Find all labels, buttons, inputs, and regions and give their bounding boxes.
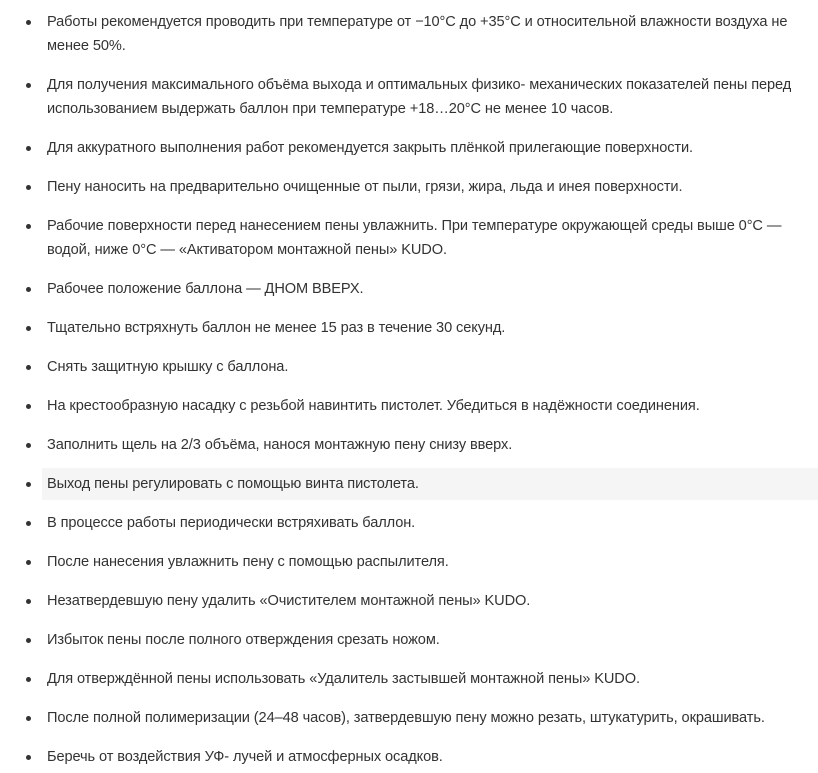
list-item-text: После нанесения увлажнить пену с помощью распылителя.: [47, 554, 449, 570]
bullet-icon: [26, 287, 31, 292]
list-item-text: Для получения максимального объёма выхода и оптимальных физико- механических показателей пены перед использованием выдержать баллон при температуре +18…20°C не менее 10 часов.: [47, 77, 792, 117]
list-item-text: Выход пены регулировать с помощью винта пистолета.: [47, 476, 419, 492]
list-item: [42, 390, 818, 422]
list-item-text: После полной полимеризации (24–48 часов), затвердевшую пену можно резать, штукатурить, окрашивать.: [47, 710, 765, 726]
bullet-icon: [26, 224, 31, 229]
list-item: [42, 624, 818, 656]
bullet-icon: [26, 20, 31, 25]
list-item-text: Снять защитную крышку с баллона.: [47, 359, 289, 375]
bullet-icon: [26, 404, 31, 409]
bullet-icon: [26, 638, 31, 643]
list-item: [42, 69, 818, 125]
list-item-text: Незатвердевшую пену удалить «Очистителем монтажной пены» KUDO.: [47, 593, 531, 609]
bullet-icon: [26, 521, 31, 526]
list-item: [42, 351, 818, 383]
bullet-icon: [26, 326, 31, 331]
list-item-text: Заполнить щель на 2/3 объёма, нанося монтажную пену снизу вверх.: [47, 437, 513, 453]
list-item-text: Рабочее положение баллона — ДНОМ ВВЕРХ.: [47, 281, 364, 297]
list-item-text: Избыток пены после полного отверждения срезать ножом.: [47, 632, 440, 648]
bullet-icon: [26, 443, 31, 448]
list-item-text: Пену наносить на предварительно очищенные от пыли, грязи, жира, льда и инея поверхности.: [47, 179, 683, 195]
list-item: [42, 273, 818, 305]
bullet-icon: [26, 482, 31, 487]
list-item-text: Для аккуратного выполнения работ рекомендуется закрыть плёнкой прилегающие поверхности.: [47, 140, 694, 156]
list-item-highlighted: [42, 468, 818, 500]
list-item: [42, 663, 818, 695]
list-item-text: Беречь от воздействия УФ- лучей и атмосферных осадков.: [47, 749, 443, 765]
list-item: [42, 210, 818, 266]
bullet-icon: [26, 677, 31, 682]
list-item-text: В процессе работы периодически встряхивать баллон.: [47, 515, 416, 531]
bullet-icon: [26, 599, 31, 604]
list-item: [42, 741, 818, 773]
bullet-icon: [26, 83, 31, 88]
bullet-icon: [26, 365, 31, 370]
bullet-icon: [26, 755, 31, 760]
list-item: [42, 312, 818, 344]
list-item: [42, 429, 818, 461]
list-item: [42, 507, 818, 539]
list-item-text: Тщательно встряхнуть баллон не менее 15 раз в течение 30 секунд.: [47, 320, 506, 336]
list-item: [42, 702, 818, 734]
list-item-text: Рабочие поверхности перед нанесением пены увлажнить. При температуре окружающей среды выше 0°C — водой, ниже 0°C — «Активатором монтажной пены» KUDO.: [47, 218, 782, 258]
list-item: [42, 132, 818, 164]
bullet-icon: [26, 146, 31, 151]
list-item-text: Работы рекомендуется проводить при температуре от −10°C до +35°C и относительной влажности воздуха не менее 50%.: [47, 14, 788, 54]
list-item: [42, 171, 818, 203]
bullet-icon: [26, 185, 31, 190]
list-item-text: Для отверждённой пены использовать «Удалитель застывшей монтажной пены» KUDO.: [47, 671, 640, 687]
list-item: [42, 6, 818, 62]
list-item: [42, 546, 818, 578]
list-item-text: На крестообразную насадку с резьбой навинтить пистолет. Убедиться в надёжности соединения.: [47, 398, 700, 414]
list-item: [42, 585, 818, 617]
bullet-icon: [26, 560, 31, 565]
bullet-icon: [26, 716, 31, 721]
